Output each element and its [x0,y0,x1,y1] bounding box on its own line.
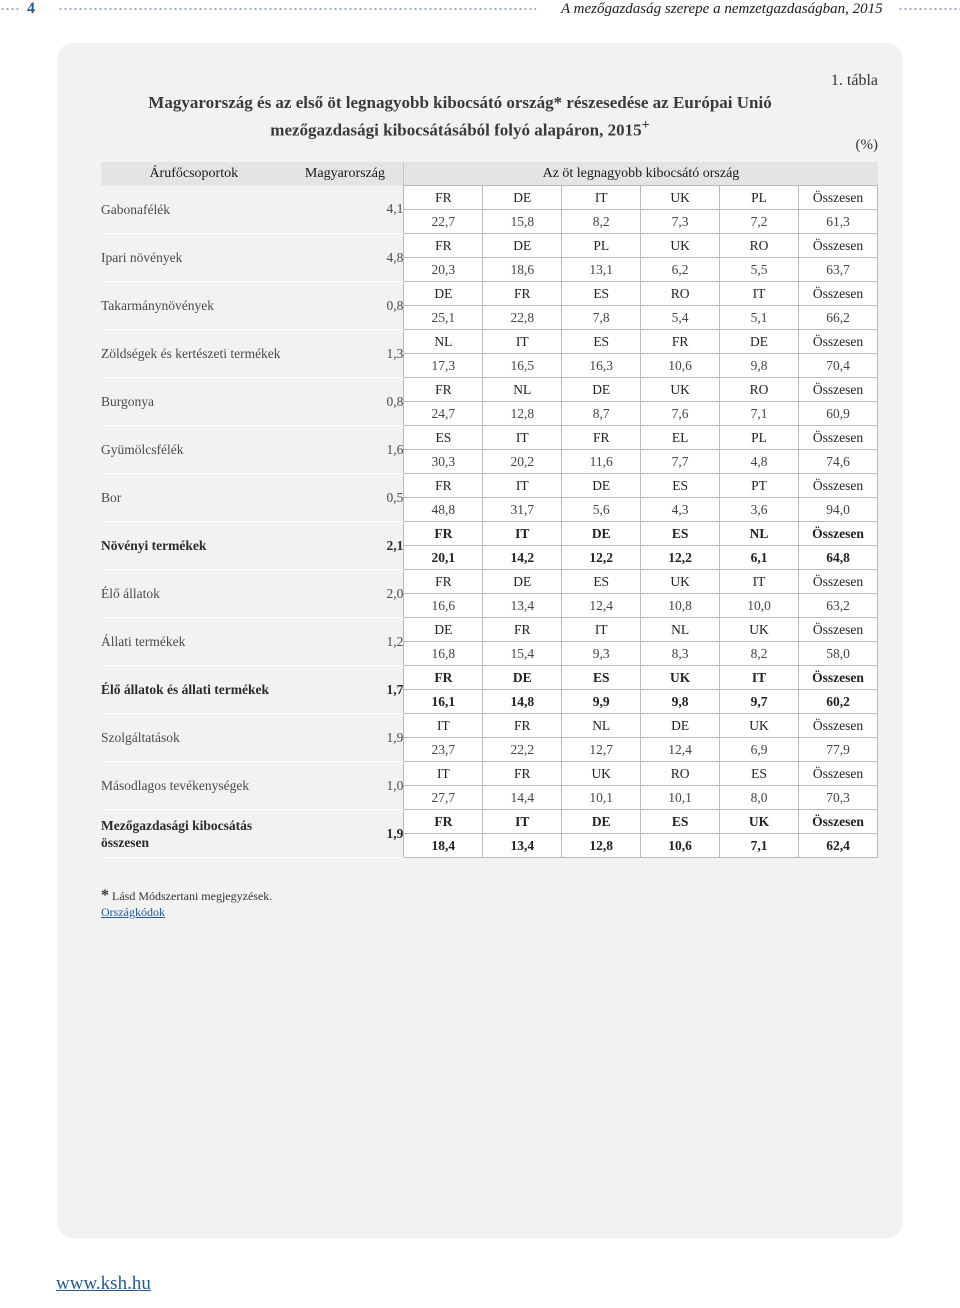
share-value-cell: 63,7 [799,258,878,282]
dotted-rule-right [898,8,960,10]
country-code-cell: FR [404,666,483,690]
table-title [140,92,780,142]
country-code-cell: FR [562,426,641,450]
country-code-cell: UK [641,378,720,402]
country-code-cell: RO [641,762,720,786]
country-code-cell: DE [483,570,562,594]
share-value-cell: 8,2 [720,642,799,666]
hungary-share-cell: 1,6 [287,426,404,474]
table-row-codes [101,282,878,306]
share-value-cell: 7,2 [720,210,799,234]
share-value-cell: 23,7 [404,738,483,762]
country-code-cell: NL [483,378,562,402]
country-code-cell: IT [720,282,799,306]
share-value-cell: 30,3 [404,450,483,474]
share-value-cell: 9,8 [720,354,799,378]
share-value-cell: 70,4 [799,354,878,378]
share-value-cell: 10,6 [641,354,720,378]
share-value-cell: 7,6 [641,402,720,426]
country-code-cell: Összesen [799,330,878,354]
table-label: 1. tábla [830,72,878,89]
country-code-cell: FR [404,378,483,402]
share-value-cell: 27,7 [404,786,483,810]
share-value-cell: 13,4 [483,834,562,858]
share-value-cell: 17,3 [404,354,483,378]
country-codes-link[interactable]: Országkódok [101,905,165,919]
country-code-cell: FR [404,186,483,210]
share-value-cell: 6,9 [720,738,799,762]
share-value-cell: 22,2 [483,738,562,762]
category-cell: Takarmánynövények [101,282,287,330]
country-code-cell: FR [404,234,483,258]
share-value-cell: 16,3 [562,354,641,378]
share-value-cell: 15,4 [483,642,562,666]
country-code-cell: ES [562,282,641,306]
share-value-cell: 15,8 [483,210,562,234]
country-code-cell: Összesen [799,666,878,690]
country-code-cell: PT [720,474,799,498]
country-code-cell: Összesen [799,522,878,546]
share-value-cell: 16,6 [404,594,483,618]
country-code-cell: FR [404,570,483,594]
table-row-codes [101,762,878,786]
share-value-cell: 8,7 [562,402,641,426]
category-cell: Másodlagos tevékenységek [101,762,287,810]
country-code-cell: UK [562,762,641,786]
country-code-cell: DE [562,810,641,834]
share-value-cell: 12,7 [562,738,641,762]
country-code-cell: Összesen [799,810,878,834]
footnote-text: Lásd Módszertani megjegyzések. [112,889,273,903]
share-value-cell: 10,8 [641,594,720,618]
country-code-cell: IT [720,666,799,690]
share-value-cell: 48,8 [404,498,483,522]
table-row-codes [101,474,878,498]
category-cell: Szolgáltatások [101,714,287,762]
share-value-cell: 5,5 [720,258,799,282]
country-code-cell: Összesen [799,234,878,258]
country-code-cell: ES [641,810,720,834]
country-code-cell: DE [641,714,720,738]
share-value-cell: 8,0 [720,786,799,810]
share-value-cell: 4,8 [720,450,799,474]
country-code-cell: IT [562,618,641,642]
hungary-share-cell: 1,9 [287,714,404,762]
country-code-cell: FR [404,810,483,834]
running-title: A mezőgazdaság szerepe a nemzetgazdaságban, 2015 [561,1,883,17]
share-value-cell: 9,7 [720,690,799,714]
share-value-cell: 74,6 [799,450,878,474]
hungary-share-cell: 1,3 [287,330,404,378]
share-value-cell: 31,7 [483,498,562,522]
share-value-cell: 22,7 [404,210,483,234]
hungary-share-cell: 1,9 [287,810,404,858]
country-code-cell: PL [562,234,641,258]
category-cell: Állati termékek [101,618,287,666]
share-value-cell: 16,8 [404,642,483,666]
share-value-cell: 8,2 [562,210,641,234]
category-cell: Burgonya [101,378,287,426]
hungary-share-cell: 2,1 [287,522,404,570]
share-value-cell: 94,0 [799,498,878,522]
hungary-share-cell: 0,8 [287,378,404,426]
country-code-cell: UK [720,810,799,834]
country-code-cell: NL [404,330,483,354]
country-code-cell: Összesen [799,714,878,738]
hungary-share-cell: 4,8 [287,234,404,282]
country-code-cell: RO [720,378,799,402]
share-value-cell: 24,7 [404,402,483,426]
col-header-hungary: Magyarország [287,162,404,186]
footnote [101,888,272,920]
hungary-share-cell: 0,8 [287,282,404,330]
country-code-cell: NL [641,618,720,642]
share-value-cell: 16,1 [404,690,483,714]
country-code-cell: DE [562,378,641,402]
share-value-cell: 20,1 [404,546,483,570]
share-value-cell: 7,8 [562,306,641,330]
share-value-cell: 7,3 [641,210,720,234]
share-value-cell: 12,4 [641,738,720,762]
country-code-cell: ES [562,666,641,690]
hungary-share-cell: 1,2 [287,618,404,666]
country-code-cell: IT [483,810,562,834]
share-value-cell: 13,1 [562,258,641,282]
country-code-cell: IT [483,522,562,546]
share-value-cell: 14,8 [483,690,562,714]
country-code-cell: IT [562,186,641,210]
title-line-1: Magyarország és az első öt legnagyobb kibocsátó ország* részesedése az Európai Unió [148,93,772,112]
share-value-cell: 58,0 [799,642,878,666]
share-value-cell: 64,8 [799,546,878,570]
footnote-star: * [101,887,109,904]
share-value-cell: 77,9 [799,738,878,762]
country-code-cell: PL [720,186,799,210]
share-value-cell: 25,1 [404,306,483,330]
share-value-cell: 66,2 [799,306,878,330]
hungary-share-cell: 4,1 [287,186,404,234]
share-value-cell: 5,6 [562,498,641,522]
country-code-cell: FR [641,330,720,354]
share-value-cell: 7,1 [720,834,799,858]
share-value-cell: 18,6 [483,258,562,282]
country-code-cell: Összesen [799,282,878,306]
country-code-cell: DE [562,474,641,498]
dotted-rule-middle [58,8,536,10]
share-value-cell: 12,2 [641,546,720,570]
table-row-codes [101,234,878,258]
table-row-codes [101,618,878,642]
country-code-cell: PL [720,426,799,450]
share-value-cell: 70,3 [799,786,878,810]
category-cell: Gyümölcsfélék [101,426,287,474]
title-line-2 [140,114,780,142]
share-value-cell: 20,2 [483,450,562,474]
share-value-cell: 60,9 [799,402,878,426]
share-value-cell: 9,9 [562,690,641,714]
country-code-cell: ES [562,570,641,594]
country-code-cell: FR [483,714,562,738]
table-row-codes [101,186,878,210]
share-value-cell: 14,4 [483,786,562,810]
country-code-cell: UK [720,714,799,738]
country-code-cell: ES [641,522,720,546]
country-code-cell: IT [483,474,562,498]
country-code-cell: IT [483,426,562,450]
share-value-cell: 9,3 [562,642,641,666]
category-cell: Gabonafélék [101,186,287,234]
table-row-codes [101,522,878,546]
country-code-cell: DE [562,522,641,546]
share-value-cell: 5,1 [720,306,799,330]
country-code-cell: ES [562,330,641,354]
table-row-codes [101,666,878,690]
share-value-cell: 10,1 [641,786,720,810]
site-link[interactable]: www.ksh.hu [56,1273,151,1294]
country-code-cell: ES [720,762,799,786]
col-header-top5: Az öt legnagyobb kibocsátó ország [404,162,878,186]
country-code-cell: FR [404,474,483,498]
dotted-rule-left [0,8,20,10]
share-value-cell: 10,1 [562,786,641,810]
category-cell: Élő állatok [101,570,287,618]
country-code-cell: DE [483,234,562,258]
country-code-cell: RO [641,282,720,306]
share-value-cell: 10,6 [641,834,720,858]
country-code-cell: NL [720,522,799,546]
category-cell: Zöldségek és kertészeti termékek [101,330,287,378]
share-value-cell: 5,4 [641,306,720,330]
share-value-cell: 3,6 [720,498,799,522]
country-code-cell: ES [404,426,483,450]
category-cell: Ipari növények [101,234,287,282]
data-table [101,162,878,858]
category-cell: Növényi termékek [101,522,287,570]
country-code-cell: IT [483,330,562,354]
share-value-cell: 22,8 [483,306,562,330]
title-superscript: + [641,117,650,133]
share-value-cell: 12,2 [562,546,641,570]
category-cell: Bor [101,474,287,522]
share-value-cell: 60,2 [799,690,878,714]
country-code-cell: FR [483,762,562,786]
category-cell: Élő állatok és állati termékek [101,666,287,714]
share-value-cell: 12,8 [483,402,562,426]
country-code-cell: NL [562,714,641,738]
col-header-category: Árufőcsoportok [101,162,287,186]
country-code-cell: DE [404,618,483,642]
country-code-cell: Összesen [799,570,878,594]
hungary-share-cell: 2,0 [287,570,404,618]
country-code-cell: EL [641,426,720,450]
share-value-cell: 13,4 [483,594,562,618]
country-code-cell: FR [483,282,562,306]
country-code-cell: IT [404,714,483,738]
hungary-share-cell: 0,5 [287,474,404,522]
country-code-cell: ES [641,474,720,498]
country-code-cell: DE [404,282,483,306]
share-value-cell: 16,5 [483,354,562,378]
page-header [0,0,960,20]
country-code-cell: UK [720,618,799,642]
table-row-codes [101,330,878,354]
country-code-cell: DE [483,186,562,210]
title-line-2-text: mezőgazdasági kibocsátásából folyó alapáron, 2015 [270,120,642,140]
country-code-cell: UK [641,666,720,690]
country-code-cell: DE [483,666,562,690]
share-value-cell: 4,3 [641,498,720,522]
share-value-cell: 62,4 [799,834,878,858]
country-code-cell: IT [720,570,799,594]
table-row-codes [101,426,878,450]
share-value-cell: 61,3 [799,210,878,234]
share-value-cell: 6,1 [720,546,799,570]
table-row-codes [101,570,878,594]
share-value-cell: 14,2 [483,546,562,570]
country-code-cell: Összesen [799,426,878,450]
country-code-cell: Összesen [799,186,878,210]
share-value-cell: 12,8 [562,834,641,858]
country-code-cell: UK [641,186,720,210]
hungary-share-cell: 1,7 [287,666,404,714]
share-value-cell: 8,3 [641,642,720,666]
unit-label: (%) [855,137,878,153]
share-value-cell: 11,6 [562,450,641,474]
share-value-cell: 12,4 [562,594,641,618]
country-code-cell: Összesen [799,618,878,642]
share-value-cell: 20,3 [404,258,483,282]
country-code-cell: DE [720,330,799,354]
share-value-cell: 63,2 [799,594,878,618]
country-code-cell: Összesen [799,474,878,498]
hungary-share-cell: 1,0 [287,762,404,810]
country-code-cell: UK [641,234,720,258]
share-value-cell: 18,4 [404,834,483,858]
share-value-cell: 6,2 [641,258,720,282]
share-value-cell: 10,0 [720,594,799,618]
country-code-cell: FR [404,522,483,546]
table-row-codes [101,714,878,738]
country-code-cell: Összesen [799,762,878,786]
share-value-cell: 7,7 [641,450,720,474]
table-row-codes [101,810,878,834]
country-code-cell: Összesen [799,378,878,402]
table-row-codes [101,378,878,402]
table-header-row [101,162,878,186]
category-cell: Mezőgazdasági kibocsátás összesen [101,810,287,858]
page-number: 4 [27,0,35,17]
share-value-cell: 7,1 [720,402,799,426]
country-code-cell: FR [483,618,562,642]
country-code-cell: UK [641,570,720,594]
table-body [101,186,878,858]
country-code-cell: RO [720,234,799,258]
country-code-cell: IT [404,762,483,786]
share-value-cell: 9,8 [641,690,720,714]
